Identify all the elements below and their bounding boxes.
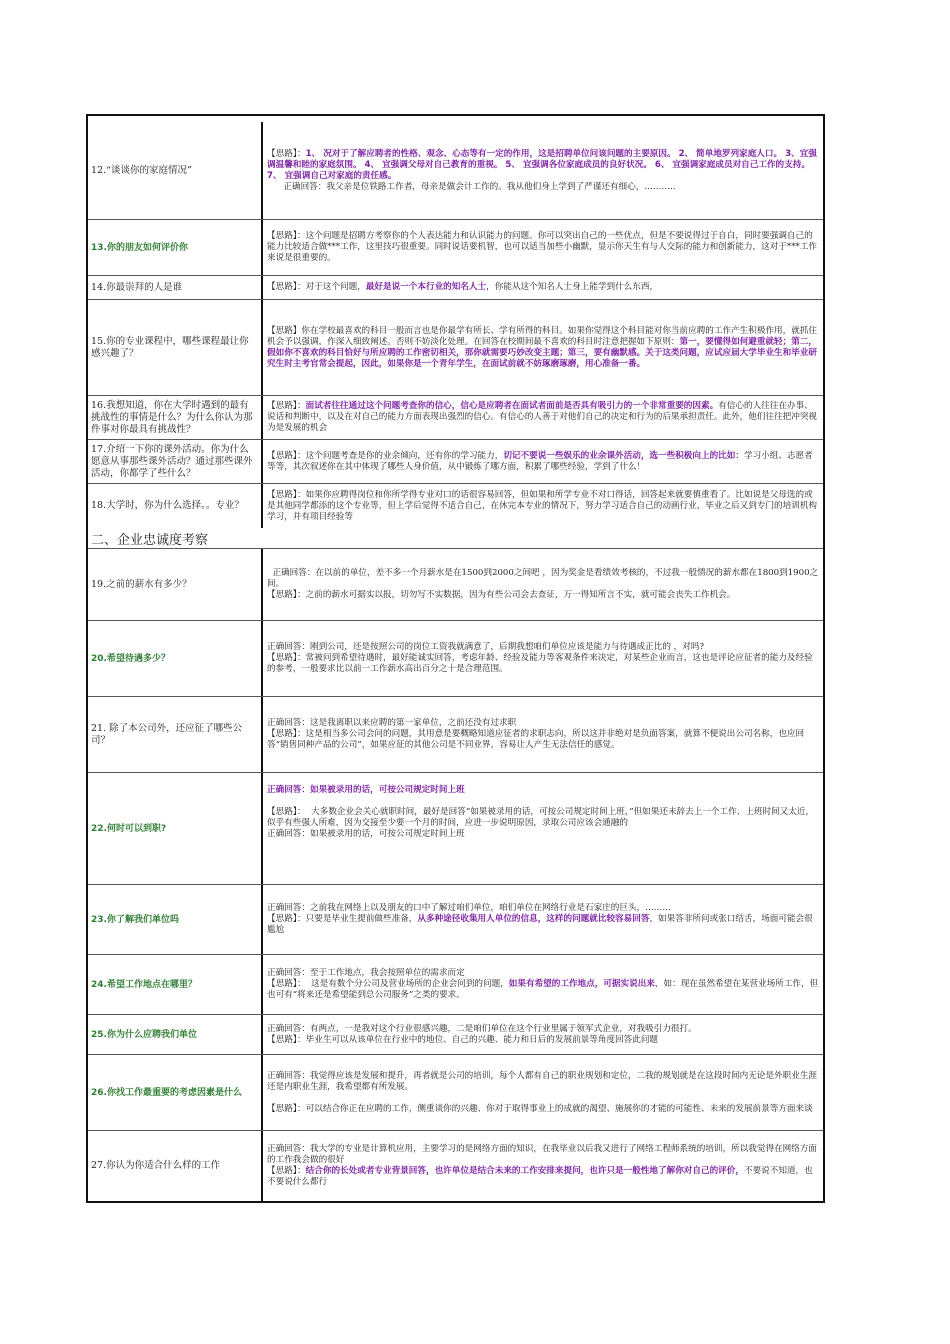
answer-text: 正确回答：在以前的单位，差不多一个月薪水是在1500到2000之间吧 ，因为奖金是看绩效考核的，不过我一般情况的薪水都在1800到1900之间。 【思路】：之前的薪水可据实以报，切勿写不实数据，因为有些公司会去查证，万一得知所言不实，就可能会丧失工作机会。 xyxy=(267,568,819,600)
table-row xyxy=(88,1015,823,1055)
highlighted-answer-text: 最好是说一个本行业的知名人士 xyxy=(365,282,487,292)
answer-text: 正确回答：之前我在网络上以及朋友的口中了解过咱们单位，咱们单位在网络行业是石家庄的巨头，……… 【思路】：只要是毕业生提前做些准备， xyxy=(267,903,671,924)
table-row xyxy=(88,955,823,1015)
table-row xyxy=(88,440,823,484)
answer-cell xyxy=(263,440,823,483)
answer-text: ，如果答非所问或张口结舌，场面可能会很尴尬 xyxy=(267,914,813,935)
answer-text: 学习小组、志愿者等等，其次叙述你在其中体现了哪些人身价值，从中锻炼了哪方面，积累了哪些经验，学到了什么！ xyxy=(267,450,813,472)
highlighted-answer-text: 切记不要说一些娱乐的业余课外活动，选一些积极向上的比如： xyxy=(503,450,744,461)
question-cell: 13.你的朋友如何评价你 xyxy=(88,220,263,275)
answer-text: 【思路】： 大多数企业会关心就职时间，最好是回答“如果被录用的话，可按公司规定时间上班，”但如果还未辞去上一个工作、上班时间又太近，似乎有些强人所难，因为交接至少要一个月的时间，应进一步说明原因，录取公司应该会通融的 正确回答：如果被录用的话，可按公司规定时间上班 xyxy=(267,807,815,839)
answer-text: 【思路】：这个问题是招聘方考察你的个人表达能力和认识能力的问题。你可以突出自己的一些优点，但是不要说得过于自白，同时要强调自己的能力比较适合做***工作，这里技巧很重要。同时说话要机智，也可以适当加些小幽默，显示你天生有与人交际的能力和创新能力，这对于***工作来说是很重要的。 xyxy=(267,231,818,263)
answer-text: 正确回答：至于工作地点，我会按照单位的需求而定 【思路】： 这是有数个分公司及营业场所的企业会问到的问题， xyxy=(267,968,509,989)
answer-text: 【思路】：对于这个问题， xyxy=(267,282,366,292)
highlighted-answer-text: 结合你的长处或者专业背景回答，也许单位是结合未来的工作安排来提问，也许只是一般性地了解你对自己的评价， xyxy=(305,1166,744,1176)
question-cell: 27.你认为你适合什么样的工作 xyxy=(88,1131,263,1201)
answer-cell xyxy=(263,955,823,1014)
answer-cell xyxy=(263,396,823,439)
question-cell: 15.你的专业课程中，哪些课程最让你感兴趣了？ xyxy=(88,300,263,395)
question-cell: 12.“谈谈你的家庭情况” xyxy=(88,122,263,219)
answer-text: 【思路】：这个问题考查是你的业余倾向，还有你的学习能力， xyxy=(267,450,504,461)
answer-cell xyxy=(263,220,823,275)
answer-text: 正确回答：我父亲是位铁路工作者，母亲是做会计工作的。我从他们身上学到了严谨还有细心，……….. xyxy=(283,181,676,192)
answer-cell xyxy=(263,276,823,299)
interview-question-table xyxy=(86,114,825,1203)
answer-text: ，你能从这个知名人士身上能学到什么东西， xyxy=(486,282,659,292)
table-row xyxy=(88,549,823,621)
question-cell: 24.希望工作地点在哪里？ xyxy=(88,955,263,1014)
table-row xyxy=(88,484,823,528)
table-row xyxy=(88,276,823,300)
answer-cell xyxy=(263,773,823,884)
question-cell: 25.你为什么应聘我们单位 xyxy=(88,1015,263,1054)
question-cell: 23.你了解我们单位吗 xyxy=(88,885,263,954)
highlighted-answer-text: 正确回答：如果被录用的话，可按公司规定时间上班 xyxy=(267,785,465,795)
question-cell: 16.我想知道，你在大学时遇到的最有挑战性的事情是什么？为什么你认为那件事对你最具有挑战性？ xyxy=(88,396,263,439)
question-cell: 18.大学时，你为什么选择。。专业？ xyxy=(88,484,263,528)
answer-text: 正确回答：我觉得应该是发展和提升，再者就是公司的培训，每个人都有自己的职业规划和定位，二我的规划就是在这段时间内无论是外职业生涯还是内职业生涯，我希望都有所发展。 【思路】：可以结合你正在应聘的工作，侧重谈你的兴趣、你对于取得事业上的成就的渴望、施展你的才能的可能性、未来的发展前景等方面来谈 xyxy=(267,1070,818,1114)
question-cell: 20.希望待遇多少？ xyxy=(88,621,263,696)
answer-text: 【思路】： xyxy=(267,401,306,411)
highlighted-answer-text: 1、 况对于了解应聘者的性格、观念、心态等有一定的作用，这是招聘单位问该问题的主要原因。 2、 简单地罗列家庭人口。 3、宜强调温馨和睦的家庭氛围。 4、 宜强调父母对自己教育的重视。 5、 宜强调各位家庭成员的良好状况。 6、 宜强调家庭成员对自己工作的支持。 7、 宜强调自己对家庭的责任感。 xyxy=(267,148,817,181)
answer-cell xyxy=(263,885,823,954)
highlighted-answer-text: 从多种途径收集用人单位的信息，这样的问题就比较容易回答 xyxy=(417,914,650,924)
answer-text: 有信心的人往往在办事、说话和判断中，以及在对自己的能力方面表现出强烈的信心。有信心的人善于对他们自己的决定和行为的后果承担责任。此外，他们往往把冲突视为是发展的机会 xyxy=(267,401,818,433)
highlighted-answer-text: 面试者往往通过这个问题考查你的信心，信心是应聘者在面试者面前是否具有吸引力的一个非常重要的因素。 xyxy=(305,401,719,411)
table-row xyxy=(88,1055,823,1131)
table-row xyxy=(88,122,823,220)
table-row xyxy=(88,697,823,773)
section-heading: 二、企业忠诚度考察 xyxy=(88,528,823,549)
answer-cell xyxy=(263,1131,823,1201)
table-row xyxy=(88,773,823,885)
answer-text: 正确回答：我大学的专业是计算机应用，主要学习的是网络方面的知识，在我毕业以后我又进行了网络工程师系统的培训，所以我觉得在网络方面的工作我会做的很好 【思路】： xyxy=(267,1144,818,1176)
answer-text: ，如：现在虽然希望在某营业场所工作，但也可有“将来还是希望能到总公司服务”之类的要求。 xyxy=(267,979,819,1000)
answer-cell xyxy=(263,484,823,528)
question-cell: 17.介绍一下你的课外活动。你为什么愿意从事那些课外活动？通过那些课外活动，你都学了些什么？ xyxy=(88,440,263,483)
answer-cell xyxy=(263,122,823,219)
answer-cell xyxy=(263,549,823,620)
question-cell: 26.你找工作最重要的考虑因素是什么 xyxy=(88,1055,263,1130)
question-cell: 22.何时可以到职? xyxy=(88,773,263,884)
answer-text: 正确回答：这是我离职以来应聘的第一家单位，之前还没有过求职 【思路】：这是相当多公司会问的问题，其用意是要概略知道应征者的求职志向，所以这并非绝对是负面答案，就算不便说出公司名称，也应回答“销售同种产品的公司”，如果应征的其他公司是不同业界，容易让人产生无法信任的感觉。 xyxy=(267,718,805,750)
table-row xyxy=(88,396,823,440)
question-cell: 14.你最崇拜的人是谁 xyxy=(88,276,263,299)
table-row xyxy=(88,885,823,955)
table-row xyxy=(88,220,823,276)
answer-text: 不要说不知道，也不要说什么都行 xyxy=(267,1166,813,1187)
answer-text: 【思路】： xyxy=(267,148,306,159)
question-cell: 21. 除了本公司外，还应征了哪些公司？ xyxy=(88,697,263,772)
answer-text: 【思路】：如果你应聘得岗位和你所学得专业对口的话很容易回答，但如果和所学专业不对口得话，回答起来就要慎重看了。比如说是父母选的或是其他同学都添的这个专业等，但上学后觉得不适合自己，在休完本专业的情况下，努力学习适合自己的动画行业，毕业之后又到专门的培训机构学习，并有项目经验等 xyxy=(267,489,818,522)
table-row xyxy=(88,1131,823,1201)
answer-text: 正确回答：有两点，一是我对这个行业很感兴趣，二是咱们单位在这个行业里属于领军式企业，对我吸引力很打。 【思路】：毕业生可以从该单位在行业中的地位、自己的兴趣、能力和日后的发展前景等角度回答此问题 xyxy=(267,1023,697,1045)
table-row xyxy=(88,300,823,396)
answer-text: 正确回答：刚到公司，还是按照公司的岗位工资我就满意了，后期我想咱们单位应该是能力与待遇成正比的 ，对吗? 【思路】：常被问到希望待遇时，最好能诚实回答，考虑年龄、经验及能力等客观条件来决定，对某些企业而言，这也是评论应征者的能力及经验的参考，一般要求比以前一工作薪水高出百分之十是合理范围。 xyxy=(267,642,813,674)
answer-cell xyxy=(263,697,823,772)
answer-cell xyxy=(263,1055,823,1130)
highlighted-answer-text: 如果有希望的工作地点，可据实说出来 xyxy=(508,979,655,989)
answer-cell xyxy=(263,621,823,696)
answer-cell xyxy=(263,300,823,395)
question-cell: 19.之前的薪水有多少？ xyxy=(88,549,263,620)
answer-cell xyxy=(263,1015,823,1054)
highlighted-answer-text: 第一，要懂得如何避重就轻；第二，假如你不喜欢的科目恰好与所应聘的工作密切相关，那你就需要巧妙改变主题；第三，要有幽默感。关于这类问题，应试应届大学毕业生和毕业研究生时主考官常会提起，因此，如果你是一个青年学生，在面试前就不妨琢磨琢磨，用心准备一番。 xyxy=(267,336,818,369)
table-row xyxy=(88,621,823,697)
answer-text: 【思路】你在学校最喜欢的科目一般而言也是你最学有所长、学有所得的科目。如果你觉得这个科目能对你当前应聘的工作产生积极作用，就抓住机会予以强调，作深入细致阐述。否则不妨淡化处理。在回答在校期间最不喜欢的科目时注意把握如下原则： xyxy=(267,325,818,347)
